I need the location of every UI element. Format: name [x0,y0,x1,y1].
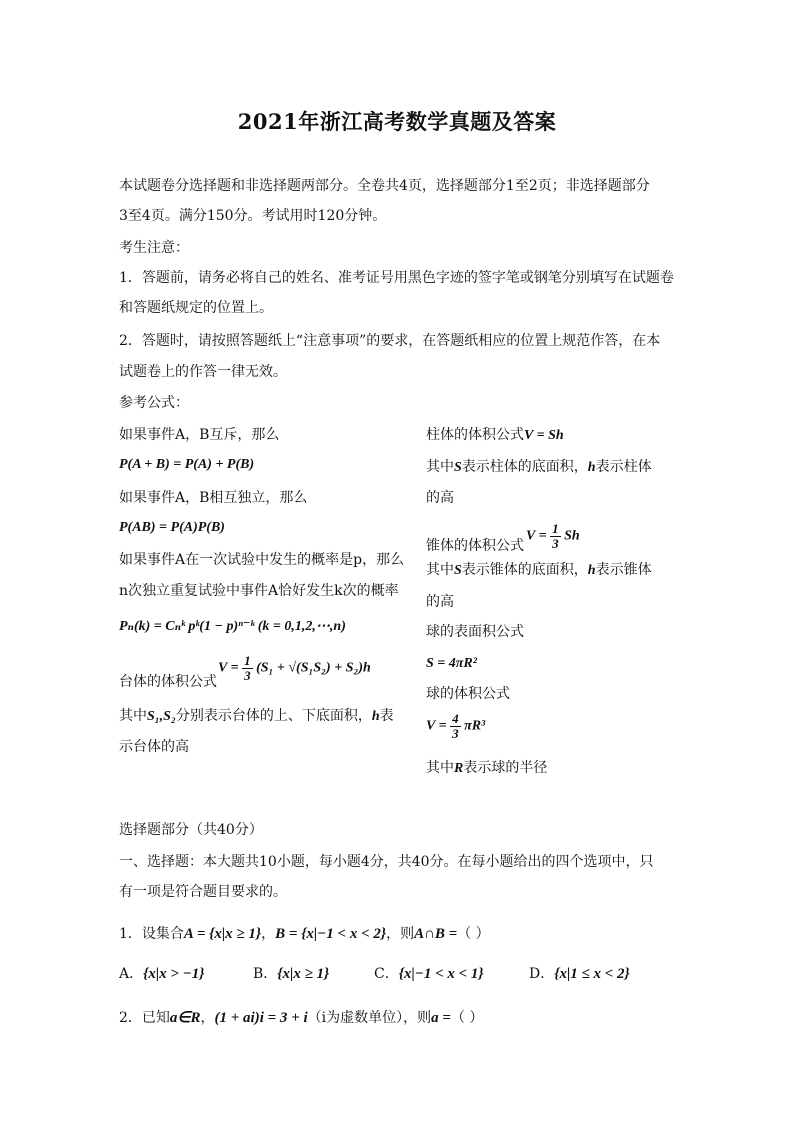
sphere-area-formula: S = 4πR² [426,656,477,671]
q1-then: ，则 [386,926,415,942]
q1-set-b: B = {x|−1 < x < 2} [275,926,387,942]
binomial-text-1: 如果事件A在一次试验中发生的概率是p，那么 [119,552,405,568]
q2-condition: a∈R [169,1010,201,1026]
frustum-description-line-1 [119,706,394,727]
frac-numerator: 1 [244,653,251,668]
fraction-one-third [550,522,561,551]
desc-vars: S₁,S₂ [147,709,176,724]
desc-prefix: 其中 [426,459,454,475]
desc-mid: 分别表示台体的上、下底面积， [175,708,372,724]
cone-v: V = [526,528,547,544]
question-2-stem [119,1008,483,1028]
q1-expression: A∩B = [414,926,458,942]
option-label: B． [253,966,278,982]
desc-h: h [587,563,596,578]
cone-description-line-1 [426,560,652,581]
desc-s: S [454,460,462,475]
fraction-four-thirds [450,712,461,741]
desc-post: 表示锥体 [595,562,652,578]
sphere-volume-formula [426,712,485,741]
binomial-text-2: n次独立重复试验中事件A恰好发生k次的概率 [119,583,399,599]
option-value: {x|x > −1} [143,966,205,982]
prism-text: 柱体的体积公式 [426,427,524,443]
prism-formula: V = Sh [524,428,564,443]
prism-volume-text [426,425,564,446]
option-value: {x|−1 < x < 1} [398,966,484,982]
intro-line-1: 本试题卷分选择题和非选择题两部分。全卷共4页，选择题部分1至2页；非选择题部分 [119,178,650,194]
q1-option-a [119,964,205,984]
desc-h: h [587,460,596,475]
sphere-rest: πR³ [464,718,486,734]
sphere-description [426,758,547,779]
option-label: D． [529,966,555,982]
q1-option-b [253,964,329,984]
exclusive-events-formula: P(A + B) = P(A) + P(B) [119,457,255,472]
prism-description-line-2: 的高 [426,490,454,506]
q1-answer-paren: （ ） [457,926,490,942]
desc-s: S [454,563,462,578]
q2-note: （i为虚数单位），则 [307,1010,432,1026]
option-label: C． [374,966,399,982]
frustum-volume-text: 台体的体积公式 [119,674,217,690]
option-label: A． [119,966,144,982]
desc-post: 表示柱体 [595,459,652,475]
frustum-rest: (S₁ + √(S₁S₂) + S₂)h [256,660,371,676]
notice-heading: 考生注意： [119,240,189,256]
desc-r: R [454,761,464,776]
binomial-formula: Pₙ(k) = Cₙᵏ pᵏ(1 − p)ⁿ⁻ᵏ (k = 0,1,2,⋯,n) [119,619,346,634]
desc-mid: 表示柱体的底面积， [461,459,588,475]
frac-denominator: 3 [452,726,459,741]
formula-heading: 参考公式： [119,395,189,411]
option-value: {x|1 ≤ x < 2} [554,966,630,982]
frac-denominator: 3 [552,536,559,551]
cone-rest: Sh [564,528,580,544]
sphere-v: V = [426,718,447,734]
section-heading: 选择题部分（共40分） [119,822,263,838]
frustum-volume-formula [218,654,371,683]
desc-h: h [371,709,380,724]
desc-post: 表示球的半径 [463,760,548,776]
page-title: 2021年浙江高考数学真题及答案 [237,109,557,134]
q2-equation: (1 + ai)i = 3 + i [214,1010,308,1026]
sphere-area-text: 球的表面积公式 [426,624,524,640]
frac-numerator: 4 [452,711,459,726]
q1-comma: ， [261,926,276,942]
q2-expression: a = [431,1010,451,1026]
q1-set-a: A = {x|x ≥ 1} [183,926,262,942]
sphere-volume-text: 球的体积公式 [426,686,510,702]
section-instructions-line-2: 有一项是符合题目要求的。 [119,884,287,900]
option-value: {x|x ≥ 1} [277,966,330,982]
desc-post: 表 [379,708,394,724]
independent-events-formula: P(AB) = P(A)P(B) [119,520,225,535]
fraction-one-third [242,654,253,683]
q1-option-d [529,964,630,984]
frustum-description-line-2: 示台体的高 [119,739,189,755]
q1-prefix: 1．设集合 [119,926,184,942]
prism-description-line-1 [426,457,652,478]
desc-prefix: 其中 [426,562,454,578]
q2-prefix: 2．已知 [119,1010,170,1026]
desc-prefix: 其中 [119,708,147,724]
frustum-v: V = [218,660,239,676]
cone-volume-formula [526,522,580,551]
notice-1-line-2: 和答题纸规定的位置上。 [119,300,273,316]
q1-option-c [374,964,484,984]
notice-2-line-1: 2．答题时，请按照答题纸上“注意事项”的要求，在答题纸相应的位置上规范作答，在本 [119,333,661,349]
notice-1-line-1: 1．答题前，请务必将自己的姓名、准考证号用黑色字迹的签字笔或钢笔分别填写在试题卷 [119,270,674,286]
notice-2-line-2: 试题卷上的作答一律无效。 [119,364,287,380]
q2-answer-paren: （ ） [450,1010,484,1026]
desc-prefix: 其中 [426,760,454,776]
frac-numerator: 1 [552,521,559,536]
intro-line-2: 3至4页。满分150分。考试用时120分钟。 [119,208,387,224]
question-1-stem [119,924,490,944]
desc-mid: 表示锥体的底面积， [461,562,588,578]
section-instructions-line-1: 一、选择题：本大题共10小题，每小题4分，共40分。在每小题给出的四个选项中，只 [119,854,654,870]
cone-volume-text: 锥体的体积公式 [426,538,524,554]
q2-comma: ， [200,1010,215,1026]
exclusive-events-text: 如果事件A，B互斥，那么 [119,427,280,443]
independent-events-text: 如果事件A，B相互独立，那么 [119,490,308,506]
cone-description-line-2: 的高 [426,594,454,610]
frac-denominator: 3 [244,668,251,683]
